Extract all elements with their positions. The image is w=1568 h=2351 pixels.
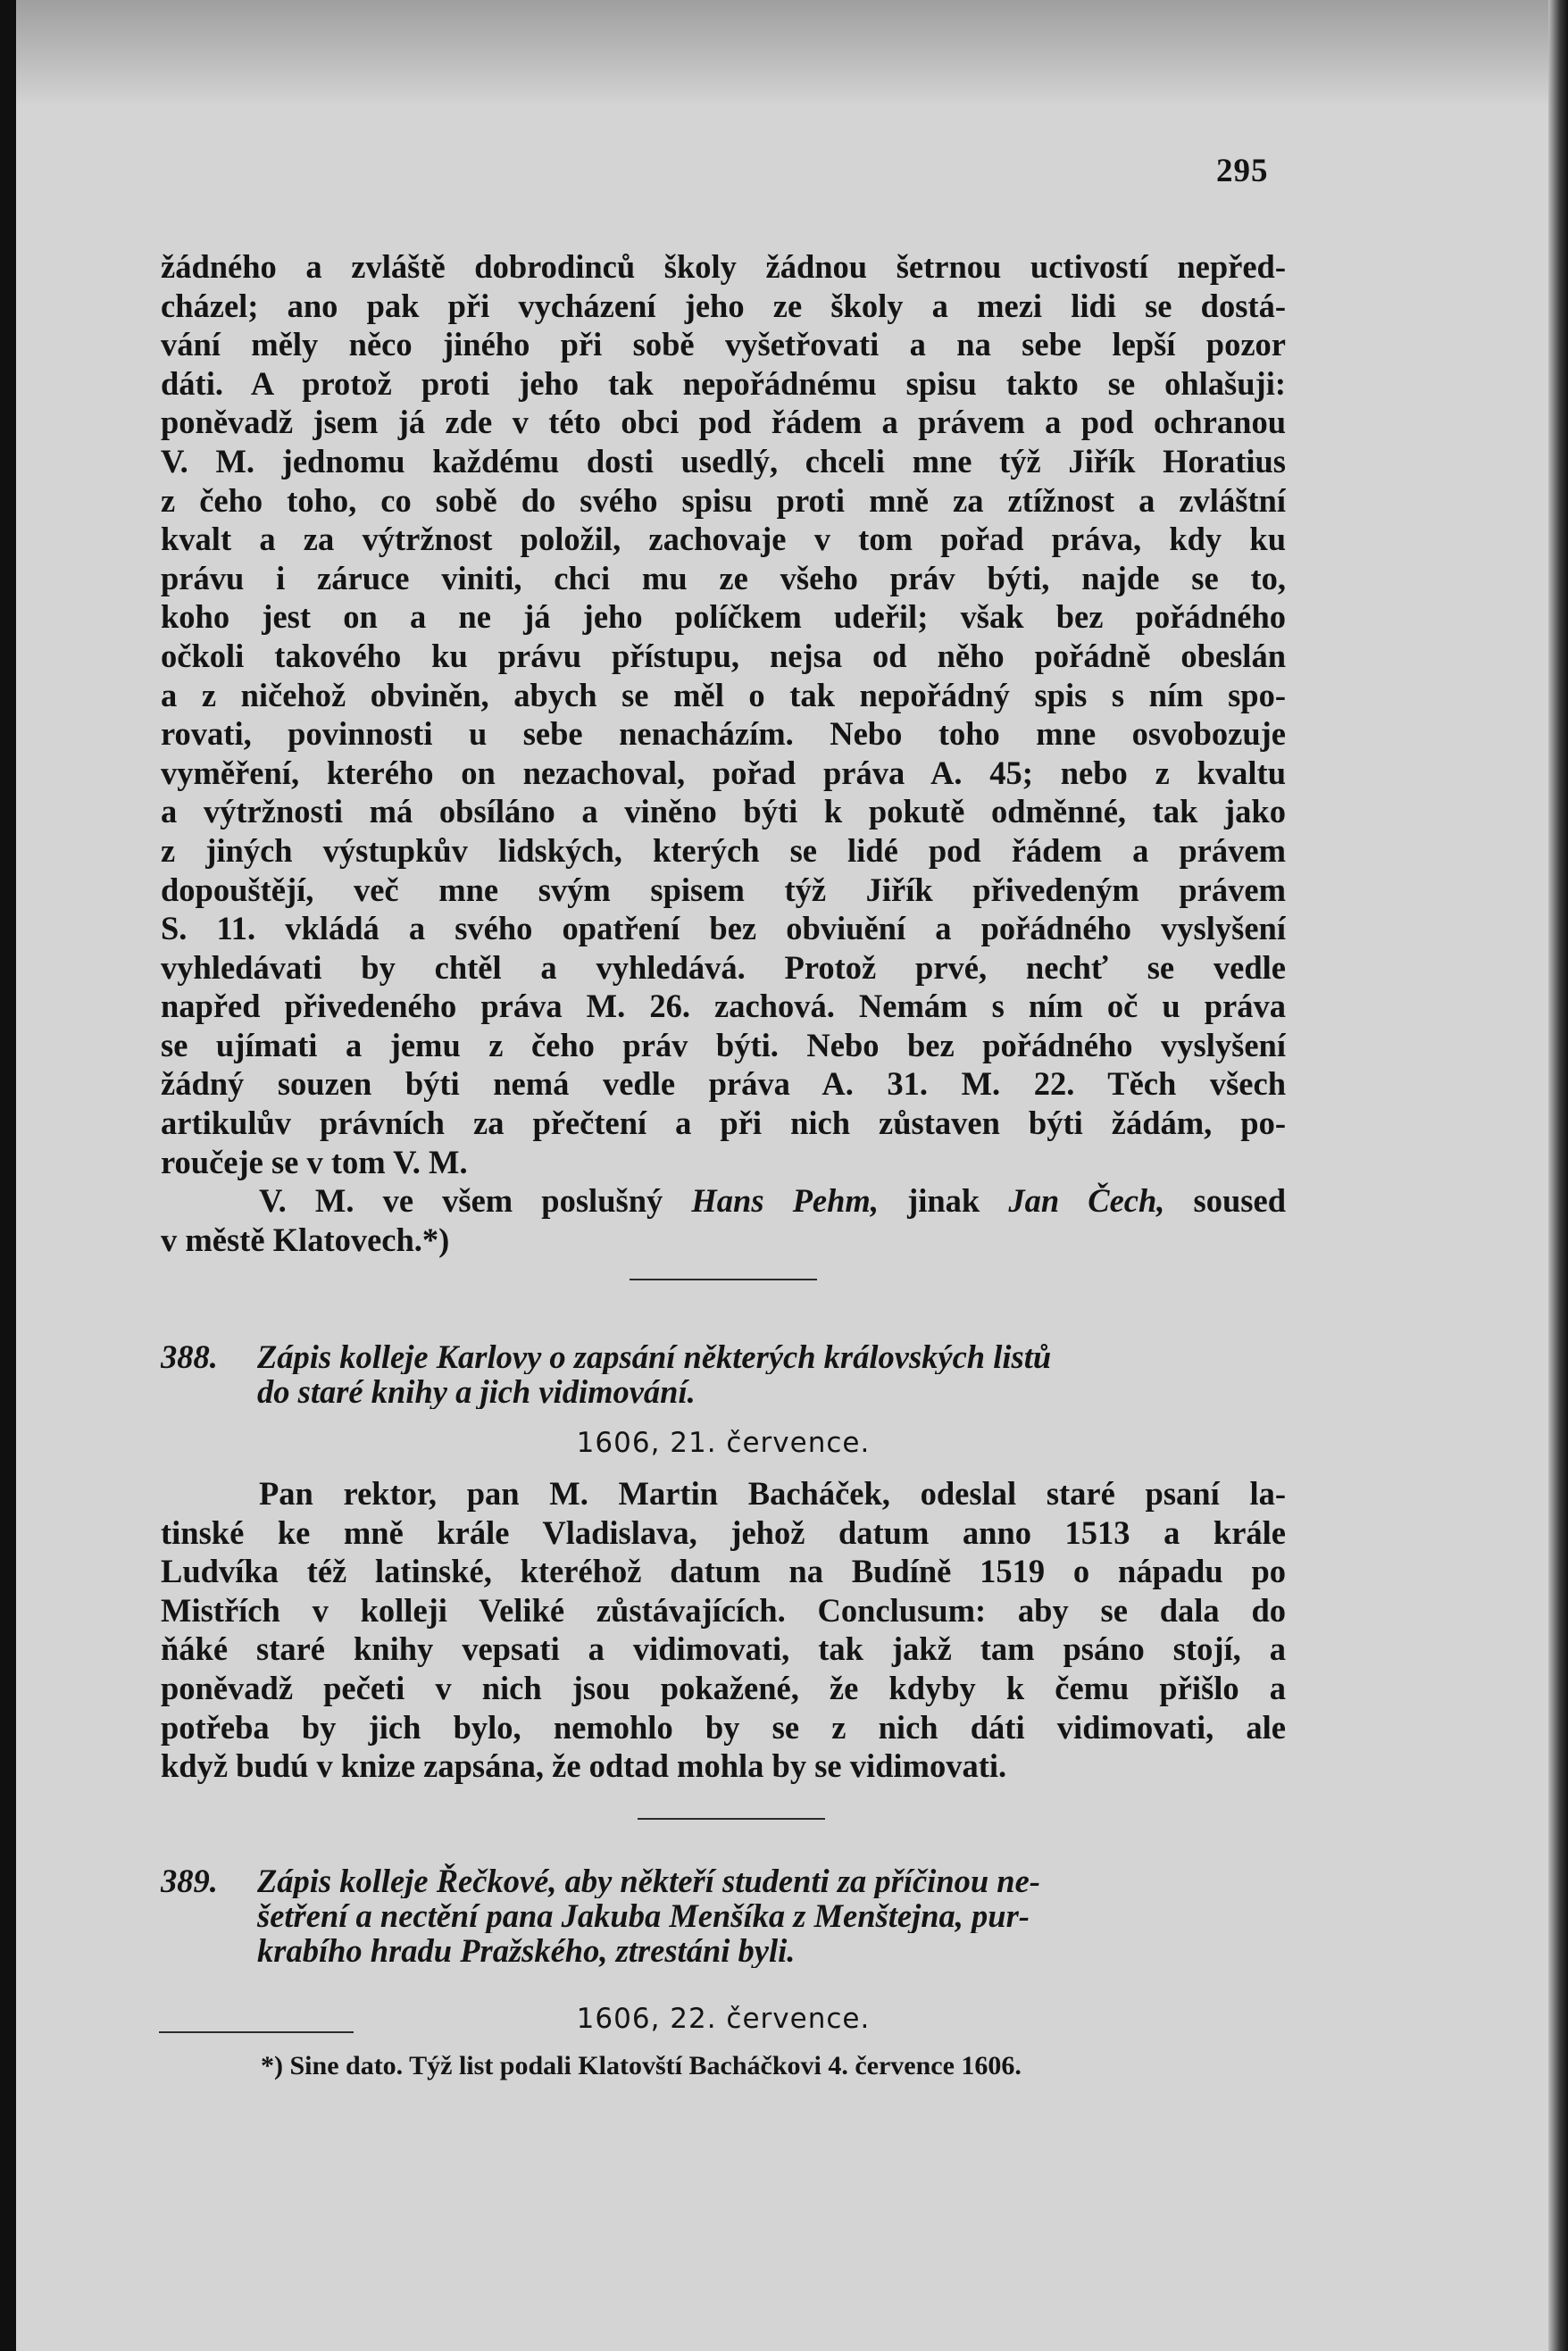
section-389-title-line1: Zápis kolleje Řečkové, aby někteří studenti za příčinou ne- <box>257 1863 1040 1898</box>
section-388-date: 1606, 21. července. <box>576 1427 871 1459</box>
scan-shadow <box>16 0 1548 107</box>
text-line: roučeje se v tom V. M. <box>161 1143 468 1180</box>
text-line: poněvadž pečeti v nich jsou pokažené, že kdyby k čemu přišlo a <box>161 1669 1286 1706</box>
text-line: Pan rektor, pan M. Martin Bacháček, odeslal staré psaní la- <box>259 1475 1286 1512</box>
text-line: napřed přivedeného práva M. 26. zachová. Nemám s ním oč u práva <box>161 988 1286 1025</box>
text-line: potřeba by jich bylo, nemohlo by se z nich dáti vidimovati, ale <box>161 1708 1286 1746</box>
section-389-title-line2: šetření a nectění pana Jakuba Menšíka z Menštejna, pur- <box>257 1898 1030 1933</box>
section-388-title-line2: do staré knihy a jich vidimování. <box>257 1374 696 1409</box>
text-line: z jiných výstupkův lidských, kterých se lidé pod řádem a právem <box>161 831 1286 869</box>
text-line: artikulův právních za přečtení a při nich zůstaven býti žádám, po- <box>161 1105 1286 1142</box>
text-line: žádného a zvláště dobrodinců školy žádnou šetrnou uctivostí nepřed- <box>161 248 1286 285</box>
text-line: očkoli takového ku právu přístupu, nejsa od něho pořádně obeslán <box>161 637 1286 674</box>
section-389-date: 1606, 22. července. <box>576 2003 871 2035</box>
text-line: právu i záruce viniti, chci mu ze všeho práv býti, najde se to, <box>161 559 1286 596</box>
section-389-title-line3: krabího hradu Pražského, ztrestáni byli. <box>257 1933 796 1968</box>
main-paragraph <box>161 247 1286 1181</box>
signature-place: v městě Klatovech.*) <box>161 1221 450 1258</box>
text-line: rovati, povinnosti u sebe nenacházím. Nebo toho mne osvobozuje <box>161 715 1286 753</box>
text-line: vání měly něco jiného při sobě vyšetřovati a na sebe lepší pozor <box>161 326 1286 363</box>
section-388-body <box>161 1474 1286 1786</box>
text-line: a výtržnosti má obsíláno a viněno býti k pokutě odměnné, tak jako <box>161 793 1286 830</box>
section-388-heading <box>161 1339 1286 1409</box>
text-line: vyměření, kterého on nezachoval, pořad práva A. 45; nebo z kvaltu <box>161 754 1286 791</box>
page-number: 295 <box>1216 153 1269 189</box>
text-line: kvalt a za výtržnost položil, zachovaje v tom pořad práva, kdy ku <box>161 521 1286 558</box>
section-389-heading <box>161 1863 1286 1968</box>
text-line: vyhledávati by chtěl a vyhledává. Protož prvé, nechť se vedle <box>161 948 1286 986</box>
signature-name-jan-cech: Jan Čech, <box>1008 1182 1165 1219</box>
text-line: tinské ke mně krále Vladislava, jehož datum anno 1513 a krále <box>161 1513 1286 1551</box>
text-line: když budú v knize zapsána, že odtad mohla by se vidimovati. <box>161 1747 1007 1785</box>
section-divider <box>630 1279 817 1280</box>
text-line: S. 11. vkládá a svého opatření bez obviuění a pořádného vyslyšení <box>161 910 1286 947</box>
text-line: koho jest on a ne já jeho políčkem udeřil; však bez pořádného <box>161 598 1286 636</box>
text-line: dopouštějí, več mne svým spisem týž Jiřík přivedeným právem <box>161 871 1286 908</box>
text-line: žádný souzen býti nemá vedle práva A. 31. M. 22. Těch všech <box>161 1065 1286 1103</box>
text-line: Ludvíka též latinské, kteréhož datum na Budíně 1519 o nápadu po <box>161 1553 1286 1590</box>
signature-block <box>161 1181 1286 1259</box>
section-388-title-line1: Zápis kolleje Karlovy o zapsání některých královských listů <box>257 1339 1052 1374</box>
footnote: *) Sine dato. Týž list podali Klatovští Bacháčkovi 4. července 1606. <box>261 2051 1022 2080</box>
text-line: ňáké staré knihy vepsati a vidimovati, tak jakž tam psáno stojí, a <box>161 1630 1286 1668</box>
text-line: dáti. A protož proti jeho tak nepořádnému spisu takto se ohlašuji: <box>161 364 1286 402</box>
footnote-divider <box>159 2031 354 2033</box>
signature-name-hans-pehm: Hans Pehm, <box>691 1182 879 1219</box>
text-line: a z ničehož obviněn, abych se měl o tak nepořádný spis s ním spo- <box>161 676 1286 713</box>
text-line: Mistřích v kolleji Veliké zůstávajících. Conclusum: aby se dala do <box>161 1591 1286 1629</box>
section-389-number: 389. <box>161 1863 218 1898</box>
text-line: se ujímati a jemu z čeho práv býti. Nebo bez pořádného vyslyšení <box>161 1026 1286 1063</box>
section-divider-2 <box>638 1818 825 1820</box>
signature-line: V. M. ve všem poslušný Hans Pehm, jinak Jan Čech, soused <box>259 1182 1286 1219</box>
text-line: poněvadž jsem já zde v této obci pod řádem a právem a pod ochranou <box>161 404 1286 441</box>
section-388-number: 388. <box>161 1339 218 1374</box>
text-line: V. M. jednomu každému dosti usedlý, chceli mne týž Jiřík Horatius <box>161 442 1286 479</box>
text-line: z čeho toho, co sobě do svého spisu proti mně za ztížnost a zvláštní <box>161 481 1286 519</box>
text-line: cházel; ano pak při vycházení jeho ze školy a mezi lidi se dostá- <box>161 287 1286 324</box>
